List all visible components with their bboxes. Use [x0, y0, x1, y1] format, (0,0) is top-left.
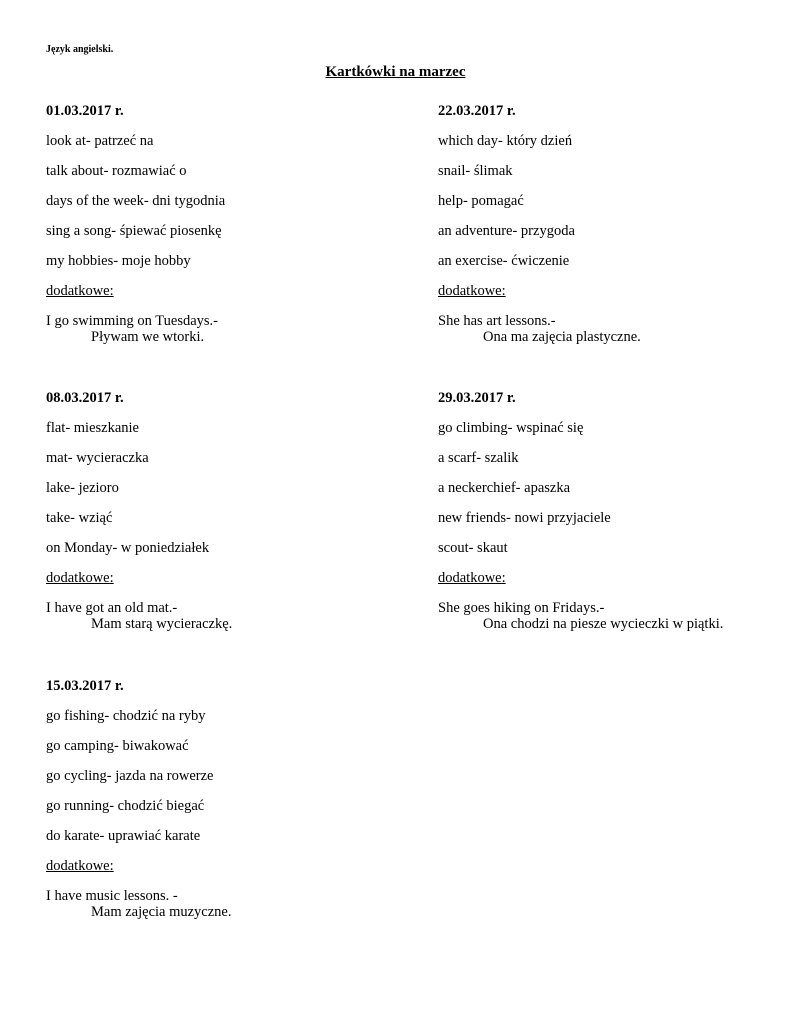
extra-label: dodatkowe:	[438, 570, 506, 586]
vocab-item: a scarf- szalik	[438, 450, 519, 466]
vocab-item: do karate- uprawiać karate	[46, 828, 201, 844]
vocab-item: snail- ślimak	[438, 163, 513, 179]
vocab-item: new friends- nowi przyjaciele	[438, 510, 611, 526]
example-sentence-pl: Mam starą wycieraczkę.	[91, 616, 233, 632]
section-date: 08.03.2017 r.	[46, 390, 124, 406]
section-date: 22.03.2017 r.	[438, 103, 516, 119]
vocab-item: an adventure- przygoda	[438, 223, 575, 239]
extra-label: dodatkowe:	[46, 283, 114, 299]
vocab-item: a neckerchief- apaszka	[438, 480, 571, 496]
vocab-item: on Monday- w poniedziałek	[46, 540, 210, 556]
quiz-section-1503	[46, 678, 386, 920]
example-sentence-en: I go swimming on Tuesdays.-	[46, 313, 219, 329]
vocab-item: an exercise- ćwiczenie	[438, 253, 570, 269]
vocab-item: take- wziąć	[46, 510, 113, 526]
example-sentence-en: She goes hiking on Fridays.-	[438, 600, 605, 616]
vocab-item: days of the week- dni tygodnia	[46, 193, 226, 209]
vocab-item: which day- który dzień	[438, 133, 573, 149]
vocab-item: go climbing- wspinać się	[438, 420, 584, 436]
example-sentence-pl: Pływam we wtorki.	[91, 329, 205, 345]
vocab-item: my hobbies- moje hobby	[46, 253, 191, 269]
section-date: 01.03.2017 r.	[46, 103, 124, 119]
extra-label: dodatkowe:	[438, 283, 506, 299]
vocab-item: go cycling- jazda na rowerze	[46, 768, 214, 784]
section-date: 29.03.2017 r.	[438, 390, 516, 406]
vocab-item: look at- patrzeć na	[46, 133, 154, 149]
document-title: Kartkówki na marzec	[325, 64, 466, 80]
extra-label: dodatkowe:	[46, 858, 114, 874]
vocab-item: sing a song- śpiewać piosenkę	[46, 223, 222, 239]
vocab-item: go fishing- chodzić na ryby	[46, 708, 206, 724]
vocab-item: go running- chodzić biegać	[46, 798, 205, 814]
example-sentence-en: I have music lessons. -	[46, 888, 178, 904]
quiz-section-0103	[46, 103, 386, 345]
vocab-item: flat- mieszkanie	[46, 420, 139, 436]
example-sentence-en: I have got an old mat.-	[46, 600, 178, 616]
vocab-item: talk about- rozmawiać o	[46, 163, 187, 179]
document-subject: Język angielski.	[46, 44, 114, 55]
vocab-item: scout- skaut	[438, 540, 508, 556]
quiz-section-0803	[46, 390, 386, 632]
vocab-item: go camping- biwakować	[46, 738, 189, 754]
example-sentence-pl: Ona chodzi na piesze wycieczki w piątki.	[483, 616, 724, 632]
example-sentence-pl: Ona ma zajęcia plastyczne.	[483, 329, 641, 345]
example-sentence-pl: Mam zajęcia muzyczne.	[91, 904, 232, 920]
example-sentence-en: She has art lessons.-	[438, 313, 556, 329]
vocab-item: mat- wycieraczka	[46, 450, 149, 466]
extra-label: dodatkowe:	[46, 570, 114, 586]
vocab-item: lake- jezioro	[46, 480, 119, 496]
vocab-item: help- pomagać	[438, 193, 524, 209]
quiz-section-2203	[438, 103, 778, 345]
section-date: 15.03.2017 r.	[46, 678, 124, 694]
quiz-section-2903	[438, 390, 778, 632]
